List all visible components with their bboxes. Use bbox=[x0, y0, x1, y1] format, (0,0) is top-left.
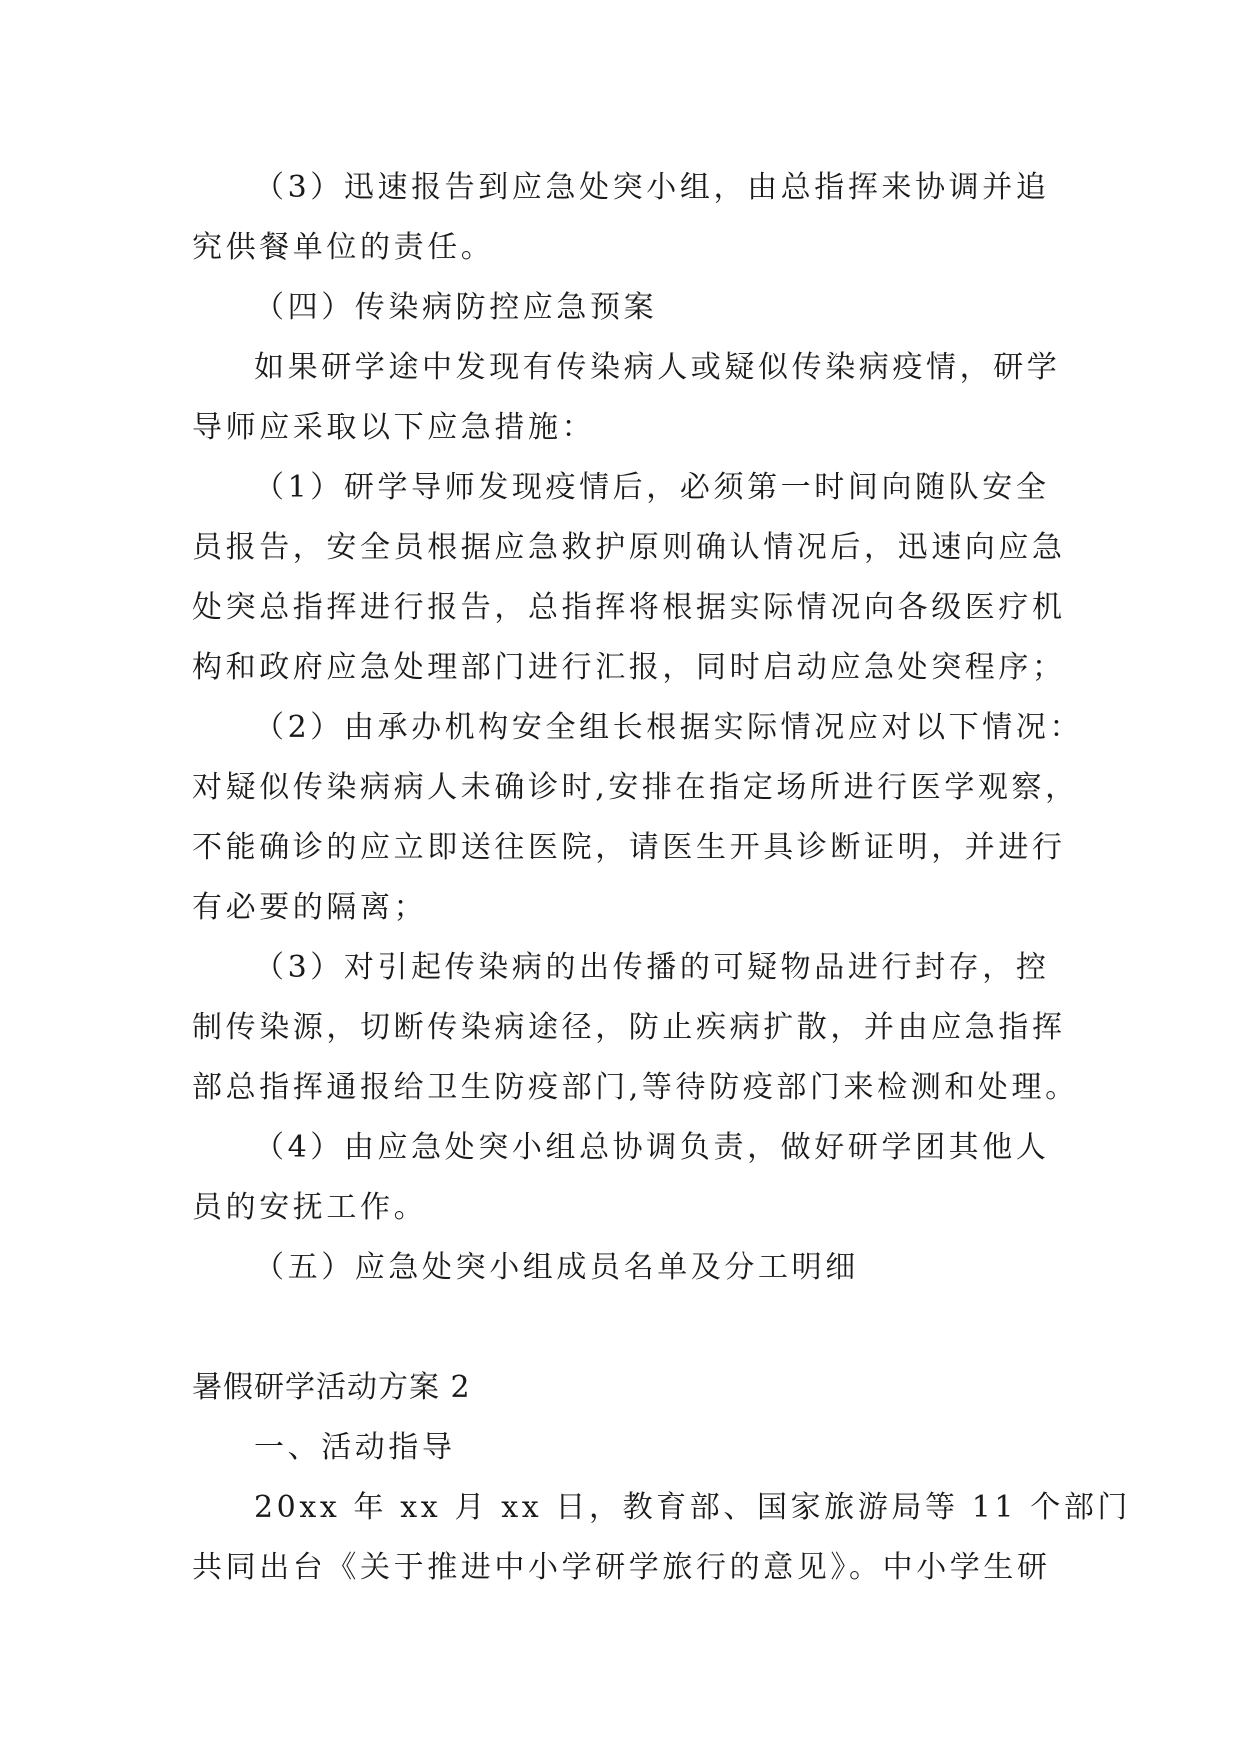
document-title: 暑假研学活动方案 2 bbox=[192, 1370, 471, 1405]
paragraph-line: 员报告，安全员根据应急救护原则确认情况后，迅速向应急 bbox=[192, 530, 1066, 565]
paragraph-line: 处突总指挥进行报告，总指挥将根据实际情况向各级医疗机 bbox=[192, 590, 1066, 625]
paragraph-line: （3）迅速报告到应急处突小组，由总指挥来协调并追 bbox=[254, 170, 1050, 205]
section-heading: （四）传染病防控应急预案 bbox=[254, 290, 658, 325]
paragraph-line: （3）对引起传染病的出传播的可疑物品进行封存，控 bbox=[254, 950, 1050, 985]
blank-line bbox=[192, 1298, 1052, 1358]
paragraph-line: 如果研学途中发现有传染病人或疑似传染病疫情，研学 bbox=[254, 350, 1061, 385]
paragraph-line: （1）研学导师发现疫情后，必须第一时间向随队安全 bbox=[254, 470, 1050, 505]
section-heading: （五）应急处突小组成员名单及分工明细 bbox=[254, 1250, 859, 1285]
paragraph-line: （4）由应急处突小组总协调负责，做好研学团其他人 bbox=[254, 1130, 1050, 1165]
paragraph-line: 部总指挥通报给卫生防疫部门,等待防疫部门来检测和处理。 bbox=[192, 1070, 1079, 1105]
paragraph-line: 制传染源，切断传染病途径，防止疾病扩散，并由应急指挥 bbox=[192, 1010, 1066, 1045]
paragraph-line: 员的安抚工作。 bbox=[192, 1190, 428, 1225]
paragraph-line: 不能确诊的应立即送往医院，请医生开具诊断证明，并进行 bbox=[192, 830, 1066, 865]
paragraph-line: 有必要的隔离； bbox=[192, 890, 428, 925]
paragraph-line: 共同出台《关于推进中小学研学旅行的意见》。中小学生研 bbox=[192, 1550, 1051, 1585]
paragraph-line: 构和政府应急处理部门进行汇报，同时启动应急处突程序； bbox=[192, 650, 1066, 685]
paragraph-line: 导师应采取以下应急措施： bbox=[192, 410, 596, 445]
paragraph-line: （2）由承办机构安全组长根据实际情况应对以下情况： bbox=[254, 710, 1084, 745]
paragraph-line: 究供餐单位的责任。 bbox=[192, 230, 495, 265]
document-body bbox=[192, 158, 1132, 1598]
section-heading: 一、活动指导 bbox=[254, 1430, 456, 1465]
paragraph-line: 20xx 年 xx 月 xx 日，教育部、国家旅游局等 11 个部门 bbox=[254, 1490, 1132, 1525]
paragraph-line: 对疑似传染病病人未确诊时,安排在指定场所进行医学观察， bbox=[192, 770, 1079, 805]
